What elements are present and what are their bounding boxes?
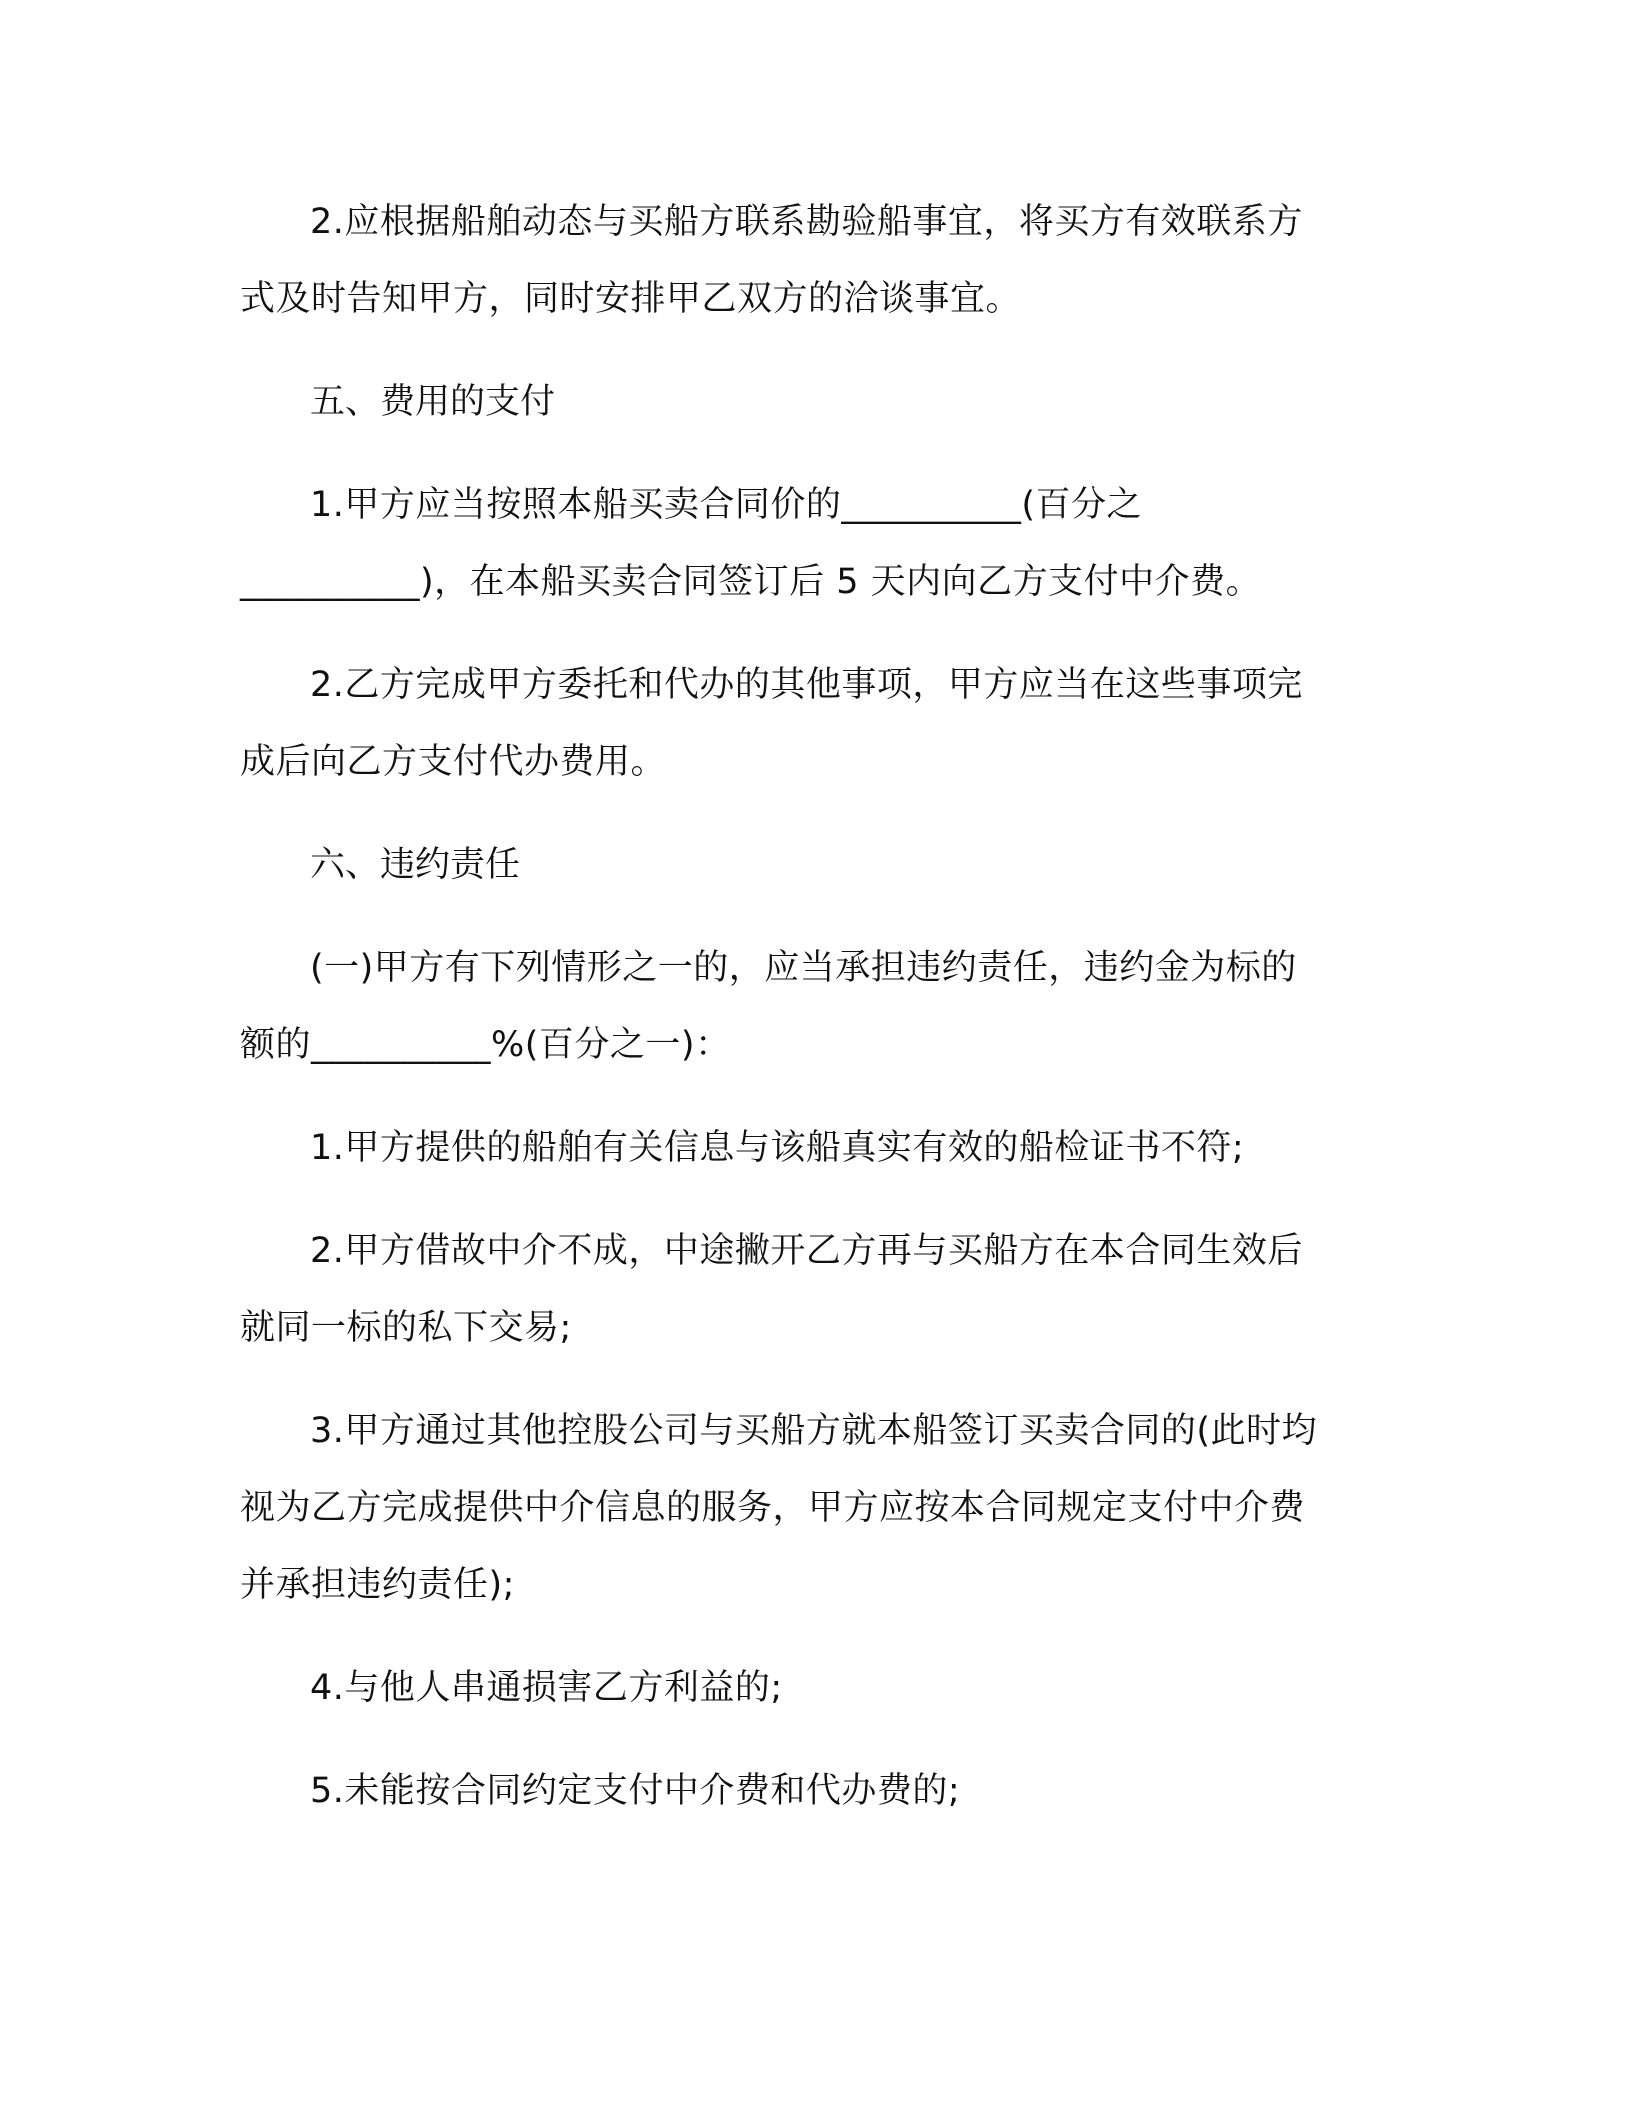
text-line: 并承担违约责任); [240, 1565, 515, 1605]
text-line: 1.甲方提供的船舶有关信息与该船真实有效的船检证书不符; [310, 1128, 1245, 1168]
paragraph-2-contact-buyer [240, 184, 1380, 338]
text-line: 2.乙方完成甲方委托和代办的其他事项，甲方应当在这些事项完 [310, 665, 1303, 705]
text-line: 式及时告知甲方，同时安排甲乙双方的洽谈事宜。 [240, 279, 1022, 319]
paragraph-item-5 [240, 1753, 1380, 1830]
paragraph-item-4 [240, 1650, 1380, 1727]
text-line: __________)，在本船买卖合同签订后 5 天内向乙方支付中介费。 [240, 562, 1262, 602]
document-body [240, 184, 1380, 1856]
text-line: 就同一标的私下交易; [240, 1308, 572, 1348]
paragraph-item-3 [240, 1393, 1380, 1624]
text-line: (一)甲方有下列情形之一的，应当承担违约责任，违约金为标的 [310, 948, 1297, 988]
heading-text: 五、费用的支付 [310, 382, 556, 422]
heading-text: 六、违约责任 [310, 845, 521, 885]
paragraph-5-2-service-fee [240, 647, 1380, 801]
paragraph-item-1 [240, 1110, 1380, 1187]
text-line: 1.甲方应当按照本船买卖合同价的__________(百分之 [310, 485, 1143, 525]
text-line: 额的__________%(百分之一)： [240, 1025, 731, 1065]
text-line: 5.未能按合同约定支付中介费和代办费的; [310, 1771, 961, 1811]
text-line: 4.与他人串通损害乙方利益的; [310, 1668, 783, 1708]
paragraph-item-2 [240, 1213, 1380, 1367]
text-line: 2.应根据船舶动态与买船方联系勘验船事宜，将买方有效联系方 [310, 202, 1303, 242]
text-line: 2.甲方借故中介不成，中途撇开乙方再与买船方在本合同生效后 [310, 1231, 1303, 1271]
section-heading-5-payment [240, 364, 1380, 441]
paragraph-5-1-agency-fee [240, 467, 1380, 621]
text-line: 3.甲方通过其他控股公司与买船方就本船签订买卖合同的(此时均 [310, 1411, 1318, 1451]
section-heading-6-liability [240, 827, 1380, 904]
paragraph-6-1-party-a-liability [240, 930, 1380, 1084]
text-line: 成后向乙方支付代办费用。 [240, 742, 667, 782]
text-line: 视为乙方完成提供中介信息的服务，甲方应按本合同规定支付中介费 [240, 1488, 1306, 1528]
